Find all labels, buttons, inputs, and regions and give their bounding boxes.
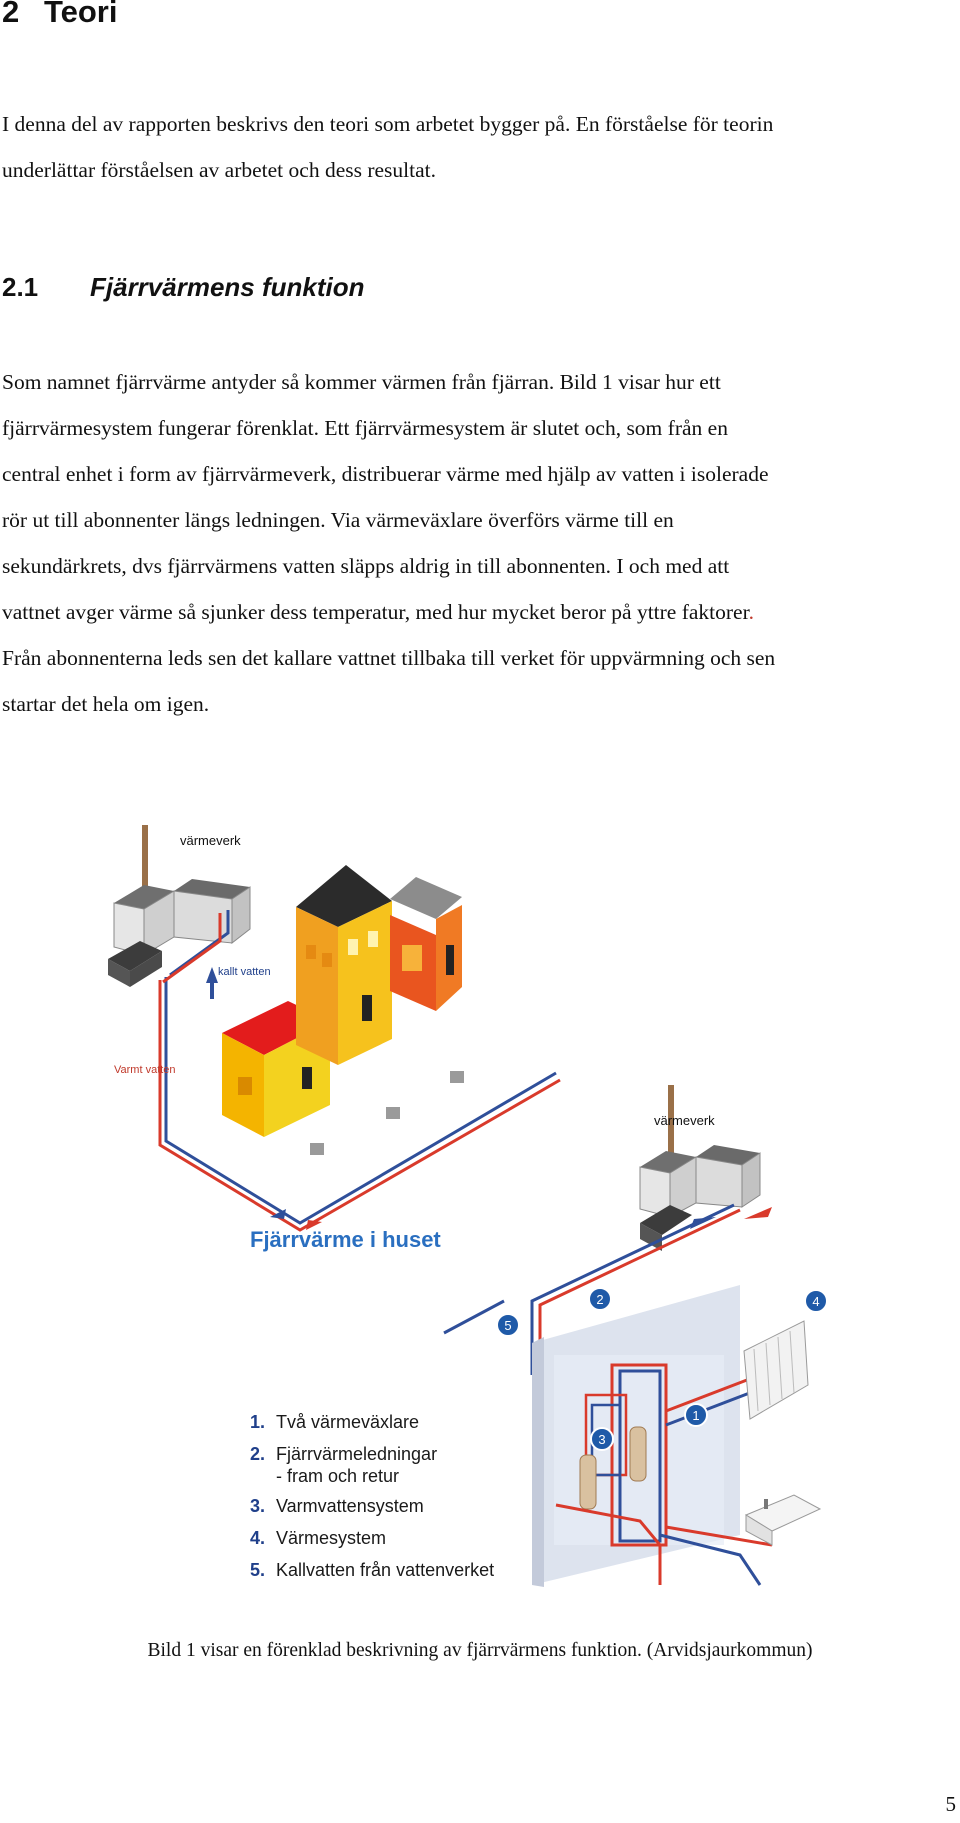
marker-4-label: 4 bbox=[812, 1294, 820, 1309]
marker-3-label: 3 bbox=[598, 1432, 606, 1447]
plant-label-top: värmeverk bbox=[180, 833, 241, 848]
body-line: fjärrvärmesystem fungerar förenklat. Ett fjärrvärmesystem är slutet och, som från en bbox=[2, 416, 728, 440]
legend-num-5: 5. bbox=[250, 1560, 266, 1580]
house-tall bbox=[296, 865, 392, 1065]
figure-legend bbox=[250, 1412, 494, 1580]
warm-water-label: Varmt vatten bbox=[114, 1064, 176, 1076]
legend-num-3: 3. bbox=[250, 1496, 266, 1516]
marker-5-label: 5 bbox=[504, 1318, 512, 1333]
legend-num-4: 4. bbox=[250, 1528, 266, 1548]
subsection-number: 2.1 bbox=[2, 272, 39, 302]
plant-flow-arrows bbox=[690, 1207, 772, 1229]
intro-line: I denna del av rapporten beskrivs den teori som arbetet bygger på. En förståelse för teorin bbox=[2, 112, 774, 136]
body-line: Från abonnenterna leds sen det kallare vattnet tillbaka till verket för uppvärmning och sen bbox=[2, 646, 776, 670]
marker-1-label: 1 bbox=[692, 1408, 700, 1423]
body-line: sekundärkrets, dvs fjärrvärmens vatten släpps aldrig in till abonnenten. I och med att bbox=[2, 554, 730, 578]
legend-text-2b: - fram och retur bbox=[276, 1466, 400, 1486]
subsection-heading bbox=[2, 272, 365, 303]
body-line-end: . bbox=[748, 600, 754, 624]
intro-paragraph bbox=[2, 101, 957, 193]
legend-text-5: Kallvatten från vattenverket bbox=[276, 1560, 495, 1580]
figure-title: Fjärrvärme i huset bbox=[250, 1227, 441, 1252]
plant-label-bottom: värmeverk bbox=[654, 1113, 715, 1128]
radiator bbox=[744, 1321, 808, 1419]
marker-2-label: 2 bbox=[596, 1292, 604, 1307]
section-title: Teori bbox=[44, 0, 118, 29]
heating-plant-bottom bbox=[640, 1085, 760, 1251]
marker-1 bbox=[685, 1404, 707, 1426]
legend-num-1: 1. bbox=[250, 1412, 266, 1432]
district-heating-figure bbox=[100, 815, 860, 1595]
marker-5 bbox=[497, 1314, 519, 1336]
body-line: Som namnet fjärrvärme antyder så kommer värmen från fjärran. Bild 1 visar hur ett bbox=[2, 370, 721, 394]
subsection-title: Fjärrvärmens funktion bbox=[90, 272, 365, 302]
cold-water-label: kallt vatten bbox=[218, 966, 271, 978]
section-heading bbox=[2, 0, 118, 30]
body-line: vattnet avger värme så sjunker dess temperatur, med hur mycket beror på yttre faktorer bbox=[2, 600, 749, 624]
legend-text-1: Två värmeväxlare bbox=[276, 1412, 420, 1432]
sink bbox=[746, 1495, 820, 1545]
legend-text-4: Värmesystem bbox=[276, 1528, 387, 1548]
intro-line: underlättar förståelsen av arbetet och dess resultat. bbox=[2, 158, 436, 182]
marker-2 bbox=[589, 1288, 611, 1310]
body-paragraph bbox=[2, 359, 957, 727]
legend-text-3: Varmvattensystem bbox=[276, 1496, 424, 1516]
marker-4 bbox=[805, 1290, 827, 1312]
page-number: 5 bbox=[945, 1792, 956, 1816]
body-line: central enhet i form av fjärrvärmeverk, distribuerar värme med hjälp av vatten i isolerade bbox=[2, 462, 769, 486]
legend-num-2: 2. bbox=[250, 1444, 266, 1464]
body-line: rör ut till abonnenter längs ledningen. Via värmeväxlare överförs värme till en bbox=[2, 508, 674, 532]
figure-caption: Bild 1 visar en förenklad beskrivning av fjärrvärmens funktion. (Arvidsjaurkommun) bbox=[147, 1640, 813, 1661]
marker-3 bbox=[591, 1428, 613, 1450]
legend-text-2: Fjärrvärmeledningar bbox=[276, 1444, 438, 1464]
house-interior bbox=[532, 1285, 772, 1587]
house-rear bbox=[390, 877, 462, 1011]
body-line: startar det hela om igen. bbox=[2, 692, 210, 716]
section-number: 2 bbox=[2, 0, 20, 29]
heating-plant-top bbox=[108, 825, 250, 987]
